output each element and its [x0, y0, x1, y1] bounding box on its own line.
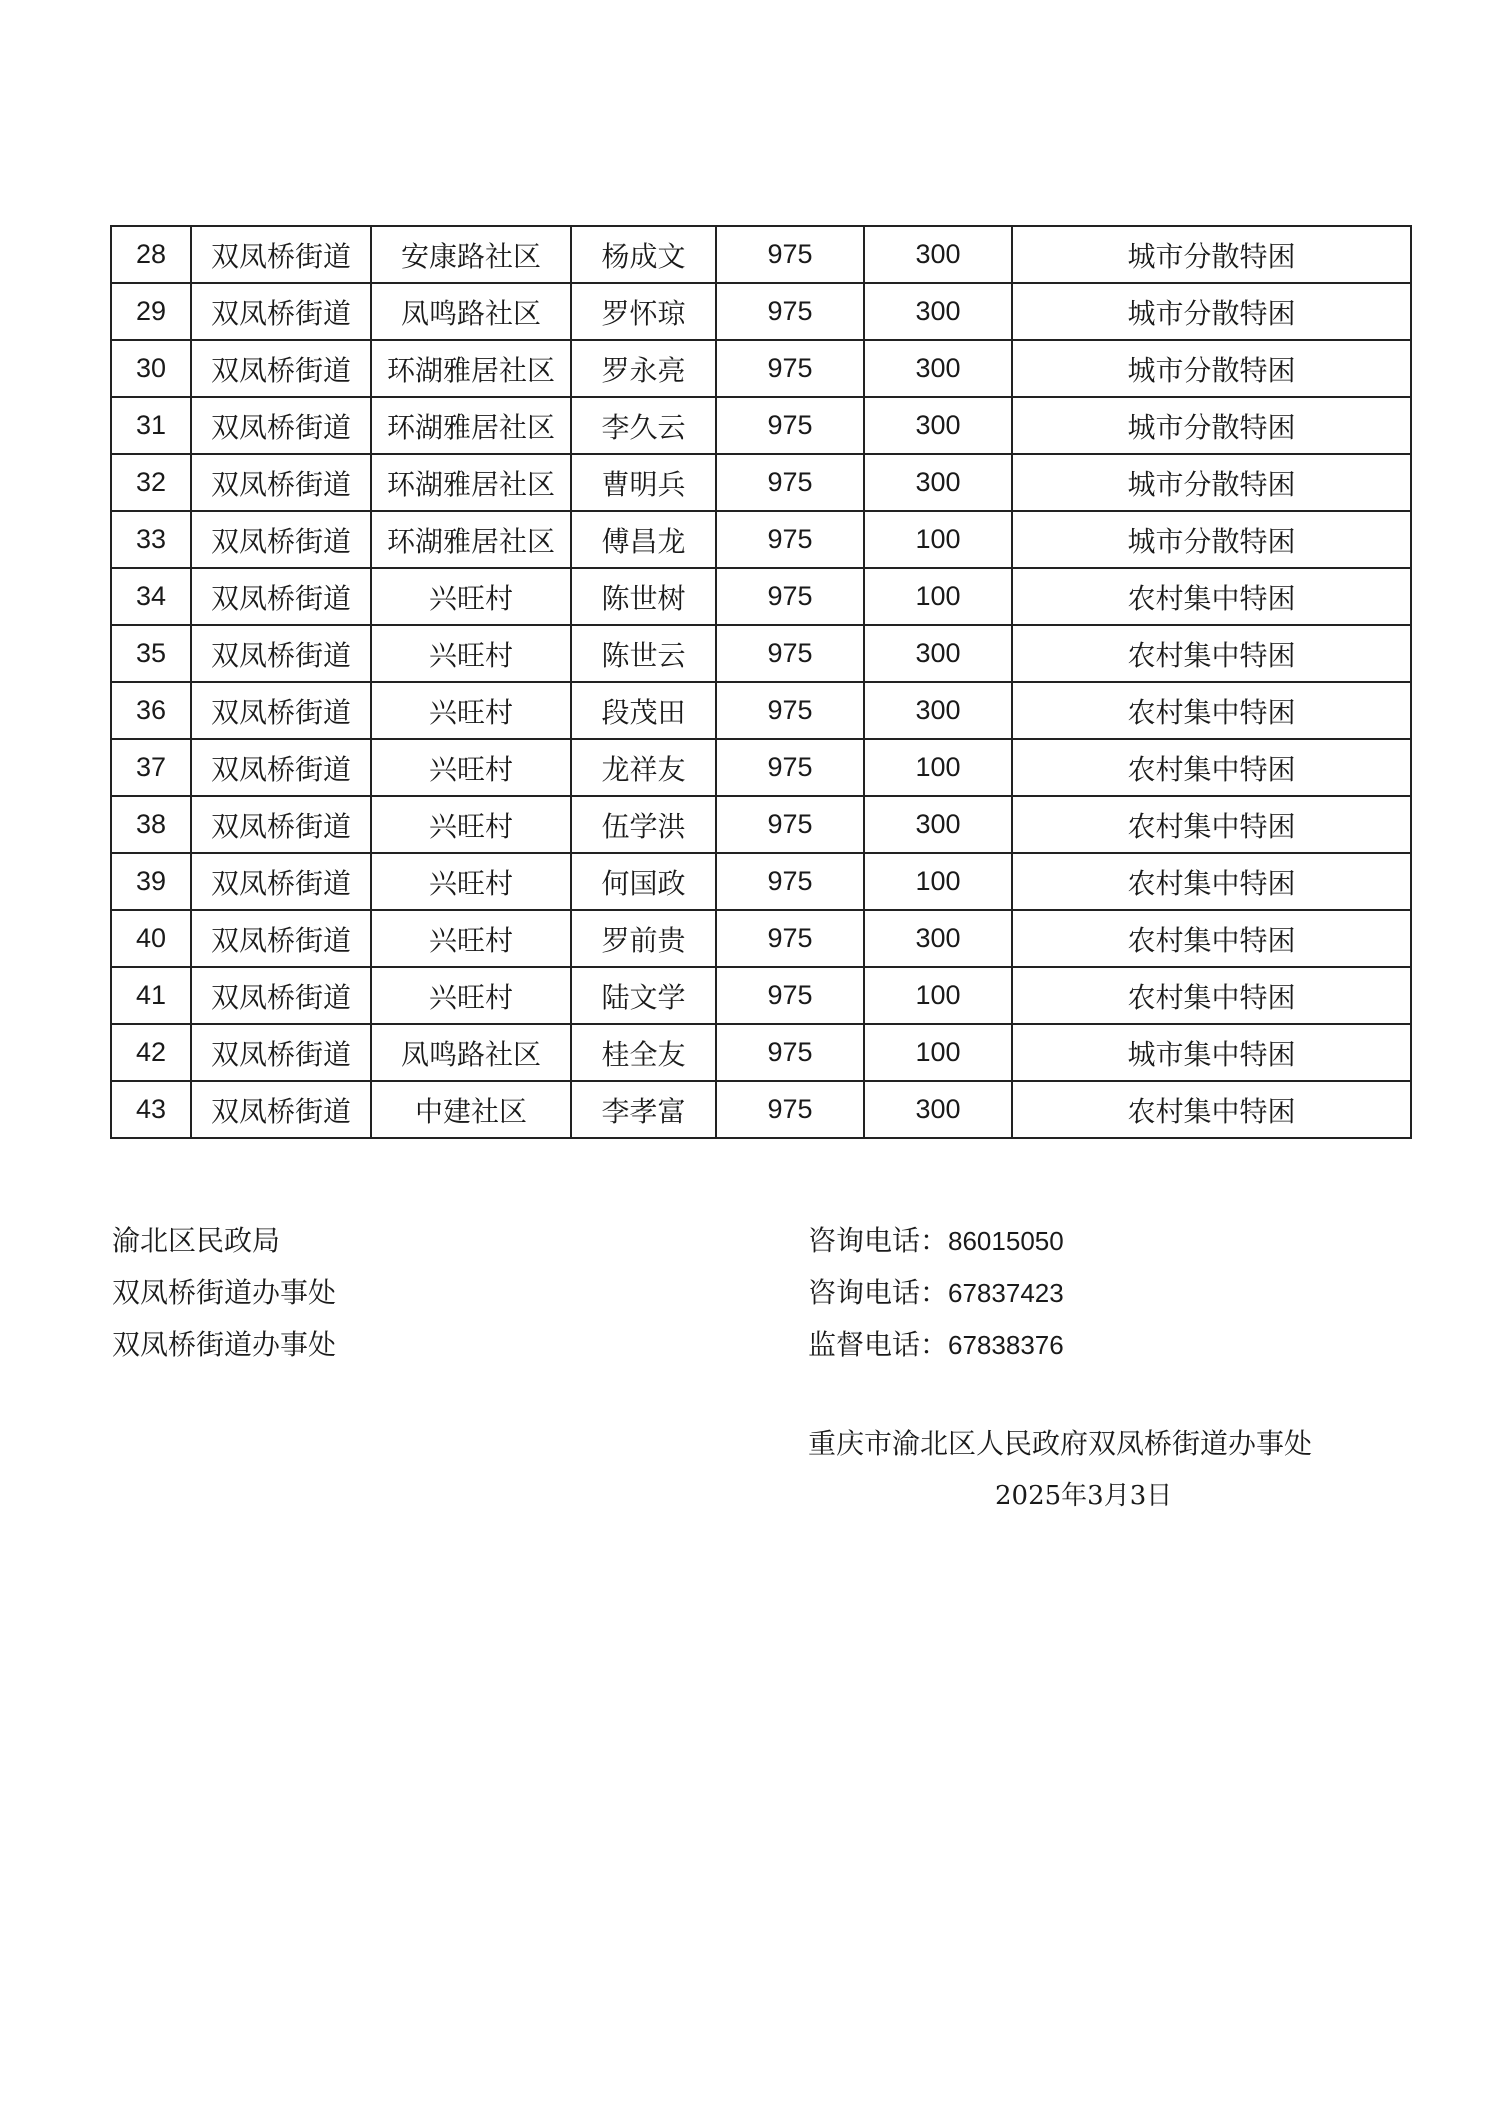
amount-cell: 100 [864, 511, 1012, 568]
recipients-table [110, 225, 1412, 1139]
community-cell: 环湖雅居社区 [371, 454, 571, 511]
table-row [111, 568, 1411, 625]
row-number: 36 [111, 682, 191, 739]
street-cell: 双凤桥街道 [191, 340, 371, 397]
footer-organizations [112, 1215, 336, 1371]
contact-number: 67837423 [948, 1278, 1064, 1308]
amount-cell: 100 [864, 967, 1012, 1024]
amount-cell: 300 [864, 397, 1012, 454]
category-cell: 农村集中特困 [1012, 682, 1411, 739]
amount-cell: 300 [864, 910, 1012, 967]
community-cell: 环湖雅居社区 [371, 340, 571, 397]
table-row [111, 511, 1411, 568]
row-number: 40 [111, 910, 191, 967]
community-cell: 兴旺村 [371, 568, 571, 625]
issue-date: 2025年3月3日 [995, 1481, 1173, 1511]
street-cell: 双凤桥街道 [191, 853, 371, 910]
amount-cell: 975 [716, 397, 864, 454]
community-cell: 兴旺村 [371, 910, 571, 967]
community-cell: 环湖雅居社区 [371, 397, 571, 454]
row-number: 34 [111, 568, 191, 625]
name-cell: 龙祥友 [571, 739, 716, 796]
amount-cell: 975 [716, 340, 864, 397]
community-cell: 兴旺村 [371, 967, 571, 1024]
table-body [111, 226, 1411, 1138]
street-cell: 双凤桥街道 [191, 739, 371, 796]
category-cell: 农村集中特困 [1012, 910, 1411, 967]
row-number: 29 [111, 283, 191, 340]
amount-cell: 300 [864, 283, 1012, 340]
amount-cell: 300 [864, 226, 1012, 283]
street-cell: 双凤桥街道 [191, 625, 371, 682]
name-cell: 罗前贵 [571, 910, 716, 967]
table-row [111, 340, 1411, 397]
amount-cell: 975 [716, 625, 864, 682]
row-number: 38 [111, 796, 191, 853]
street-cell: 双凤桥街道 [191, 796, 371, 853]
name-cell: 桂全友 [571, 1024, 716, 1081]
row-number: 41 [111, 967, 191, 1024]
community-cell: 兴旺村 [371, 682, 571, 739]
community-cell: 凤鸣路社区 [371, 1024, 571, 1081]
street-cell: 双凤桥街道 [191, 511, 371, 568]
contact-line-3 [808, 1319, 1064, 1371]
name-cell: 陈世云 [571, 625, 716, 682]
org-street-office-2: 双凤桥街道办事处 [112, 1328, 337, 1361]
name-cell: 李久云 [571, 397, 716, 454]
amount-cell: 300 [864, 340, 1012, 397]
row-number: 43 [111, 1081, 191, 1138]
name-cell: 罗永亮 [571, 340, 716, 397]
table-row [111, 226, 1411, 283]
amount-cell: 975 [716, 796, 864, 853]
table-row [111, 454, 1411, 511]
street-cell: 双凤桥街道 [191, 1081, 371, 1138]
street-cell: 双凤桥街道 [191, 226, 371, 283]
category-cell: 农村集中特困 [1012, 568, 1411, 625]
name-cell: 曹明兵 [571, 454, 716, 511]
contact-number: 86015050 [948, 1226, 1064, 1256]
contact-number: 67838376 [948, 1330, 1064, 1360]
name-cell: 段茂田 [571, 682, 716, 739]
category-cell: 城市分散特困 [1012, 454, 1411, 511]
table-row [111, 739, 1411, 796]
street-cell: 双凤桥街道 [191, 910, 371, 967]
amount-cell: 975 [716, 1081, 864, 1138]
contact-label: 咨询电话： [808, 1224, 949, 1257]
street-cell: 双凤桥街道 [191, 568, 371, 625]
name-cell: 何国政 [571, 853, 716, 910]
table-row [111, 682, 1411, 739]
table-row [111, 967, 1411, 1024]
name-cell: 傅昌龙 [571, 511, 716, 568]
contact-label: 监督电话： [808, 1328, 949, 1361]
name-cell: 伍学洪 [571, 796, 716, 853]
category-cell: 城市分散特困 [1012, 283, 1411, 340]
amount-cell: 975 [716, 967, 864, 1024]
row-number: 35 [111, 625, 191, 682]
street-cell: 双凤桥街道 [191, 682, 371, 739]
category-cell: 城市分散特困 [1012, 340, 1411, 397]
row-number: 42 [111, 1024, 191, 1081]
category-cell: 农村集中特困 [1012, 1081, 1411, 1138]
issuing-authority: 重庆市渝北区人民政府双凤桥街道办事处 [808, 1427, 1313, 1460]
amount-cell: 975 [716, 682, 864, 739]
amount-cell: 300 [864, 625, 1012, 682]
street-cell: 双凤桥街道 [191, 397, 371, 454]
contact-line-2 [808, 1267, 1064, 1319]
amount-cell: 100 [864, 739, 1012, 796]
footer-contacts [808, 1215, 1064, 1371]
name-cell: 陈世树 [571, 568, 716, 625]
row-number: 39 [111, 853, 191, 910]
amount-cell: 975 [716, 283, 864, 340]
category-cell: 农村集中特困 [1012, 853, 1411, 910]
street-cell: 双凤桥街道 [191, 1024, 371, 1081]
table-row [111, 283, 1411, 340]
community-cell: 凤鸣路社区 [371, 283, 571, 340]
contact-label: 咨询电话： [808, 1276, 949, 1309]
row-number: 37 [111, 739, 191, 796]
name-cell: 罗怀琼 [571, 283, 716, 340]
amount-cell: 100 [864, 568, 1012, 625]
community-cell: 环湖雅居社区 [371, 511, 571, 568]
category-cell: 城市分散特困 [1012, 226, 1411, 283]
amount-cell: 300 [864, 682, 1012, 739]
category-cell: 农村集中特困 [1012, 625, 1411, 682]
amount-cell: 100 [864, 1024, 1012, 1081]
org-street-office: 双凤桥街道办事处 [112, 1276, 337, 1309]
category-cell: 农村集中特困 [1012, 739, 1411, 796]
amount-cell: 100 [864, 853, 1012, 910]
community-cell: 兴旺村 [371, 625, 571, 682]
name-cell: 杨成文 [571, 226, 716, 283]
row-number: 28 [111, 226, 191, 283]
amount-cell: 300 [864, 796, 1012, 853]
row-number: 30 [111, 340, 191, 397]
amount-cell: 975 [716, 1024, 864, 1081]
table-row [111, 1024, 1411, 1081]
category-cell: 城市分散特困 [1012, 397, 1411, 454]
amount-cell: 975 [716, 853, 864, 910]
table-row [111, 853, 1411, 910]
org-civil-affairs-bureau: 渝北区民政局 [112, 1224, 281, 1257]
contact-line-1 [808, 1215, 1064, 1267]
name-cell: 陆文学 [571, 967, 716, 1024]
row-number: 32 [111, 454, 191, 511]
name-cell: 李孝富 [571, 1081, 716, 1138]
table-row [111, 1081, 1411, 1138]
amount-cell: 975 [716, 739, 864, 796]
amount-cell: 975 [716, 454, 864, 511]
community-cell: 兴旺村 [371, 796, 571, 853]
amount-cell: 300 [864, 1081, 1012, 1138]
category-cell: 城市分散特困 [1012, 511, 1411, 568]
category-cell: 农村集中特困 [1012, 967, 1411, 1024]
amount-cell: 975 [716, 511, 864, 568]
street-cell: 双凤桥街道 [191, 967, 371, 1024]
amount-cell: 975 [716, 226, 864, 283]
community-cell: 兴旺村 [371, 853, 571, 910]
table-row [111, 397, 1411, 454]
row-number: 33 [111, 511, 191, 568]
community-cell: 安康路社区 [371, 226, 571, 283]
table-row [111, 910, 1411, 967]
table-row [111, 796, 1411, 853]
amount-cell: 975 [716, 910, 864, 967]
community-cell: 兴旺村 [371, 739, 571, 796]
amount-cell: 300 [864, 454, 1012, 511]
category-cell: 农村集中特困 [1012, 796, 1411, 853]
street-cell: 双凤桥街道 [191, 283, 371, 340]
street-cell: 双凤桥街道 [191, 454, 371, 511]
table-row [111, 625, 1411, 682]
category-cell: 城市集中特困 [1012, 1024, 1411, 1081]
amount-cell: 975 [716, 568, 864, 625]
row-number: 31 [111, 397, 191, 454]
community-cell: 中建社区 [371, 1081, 571, 1138]
